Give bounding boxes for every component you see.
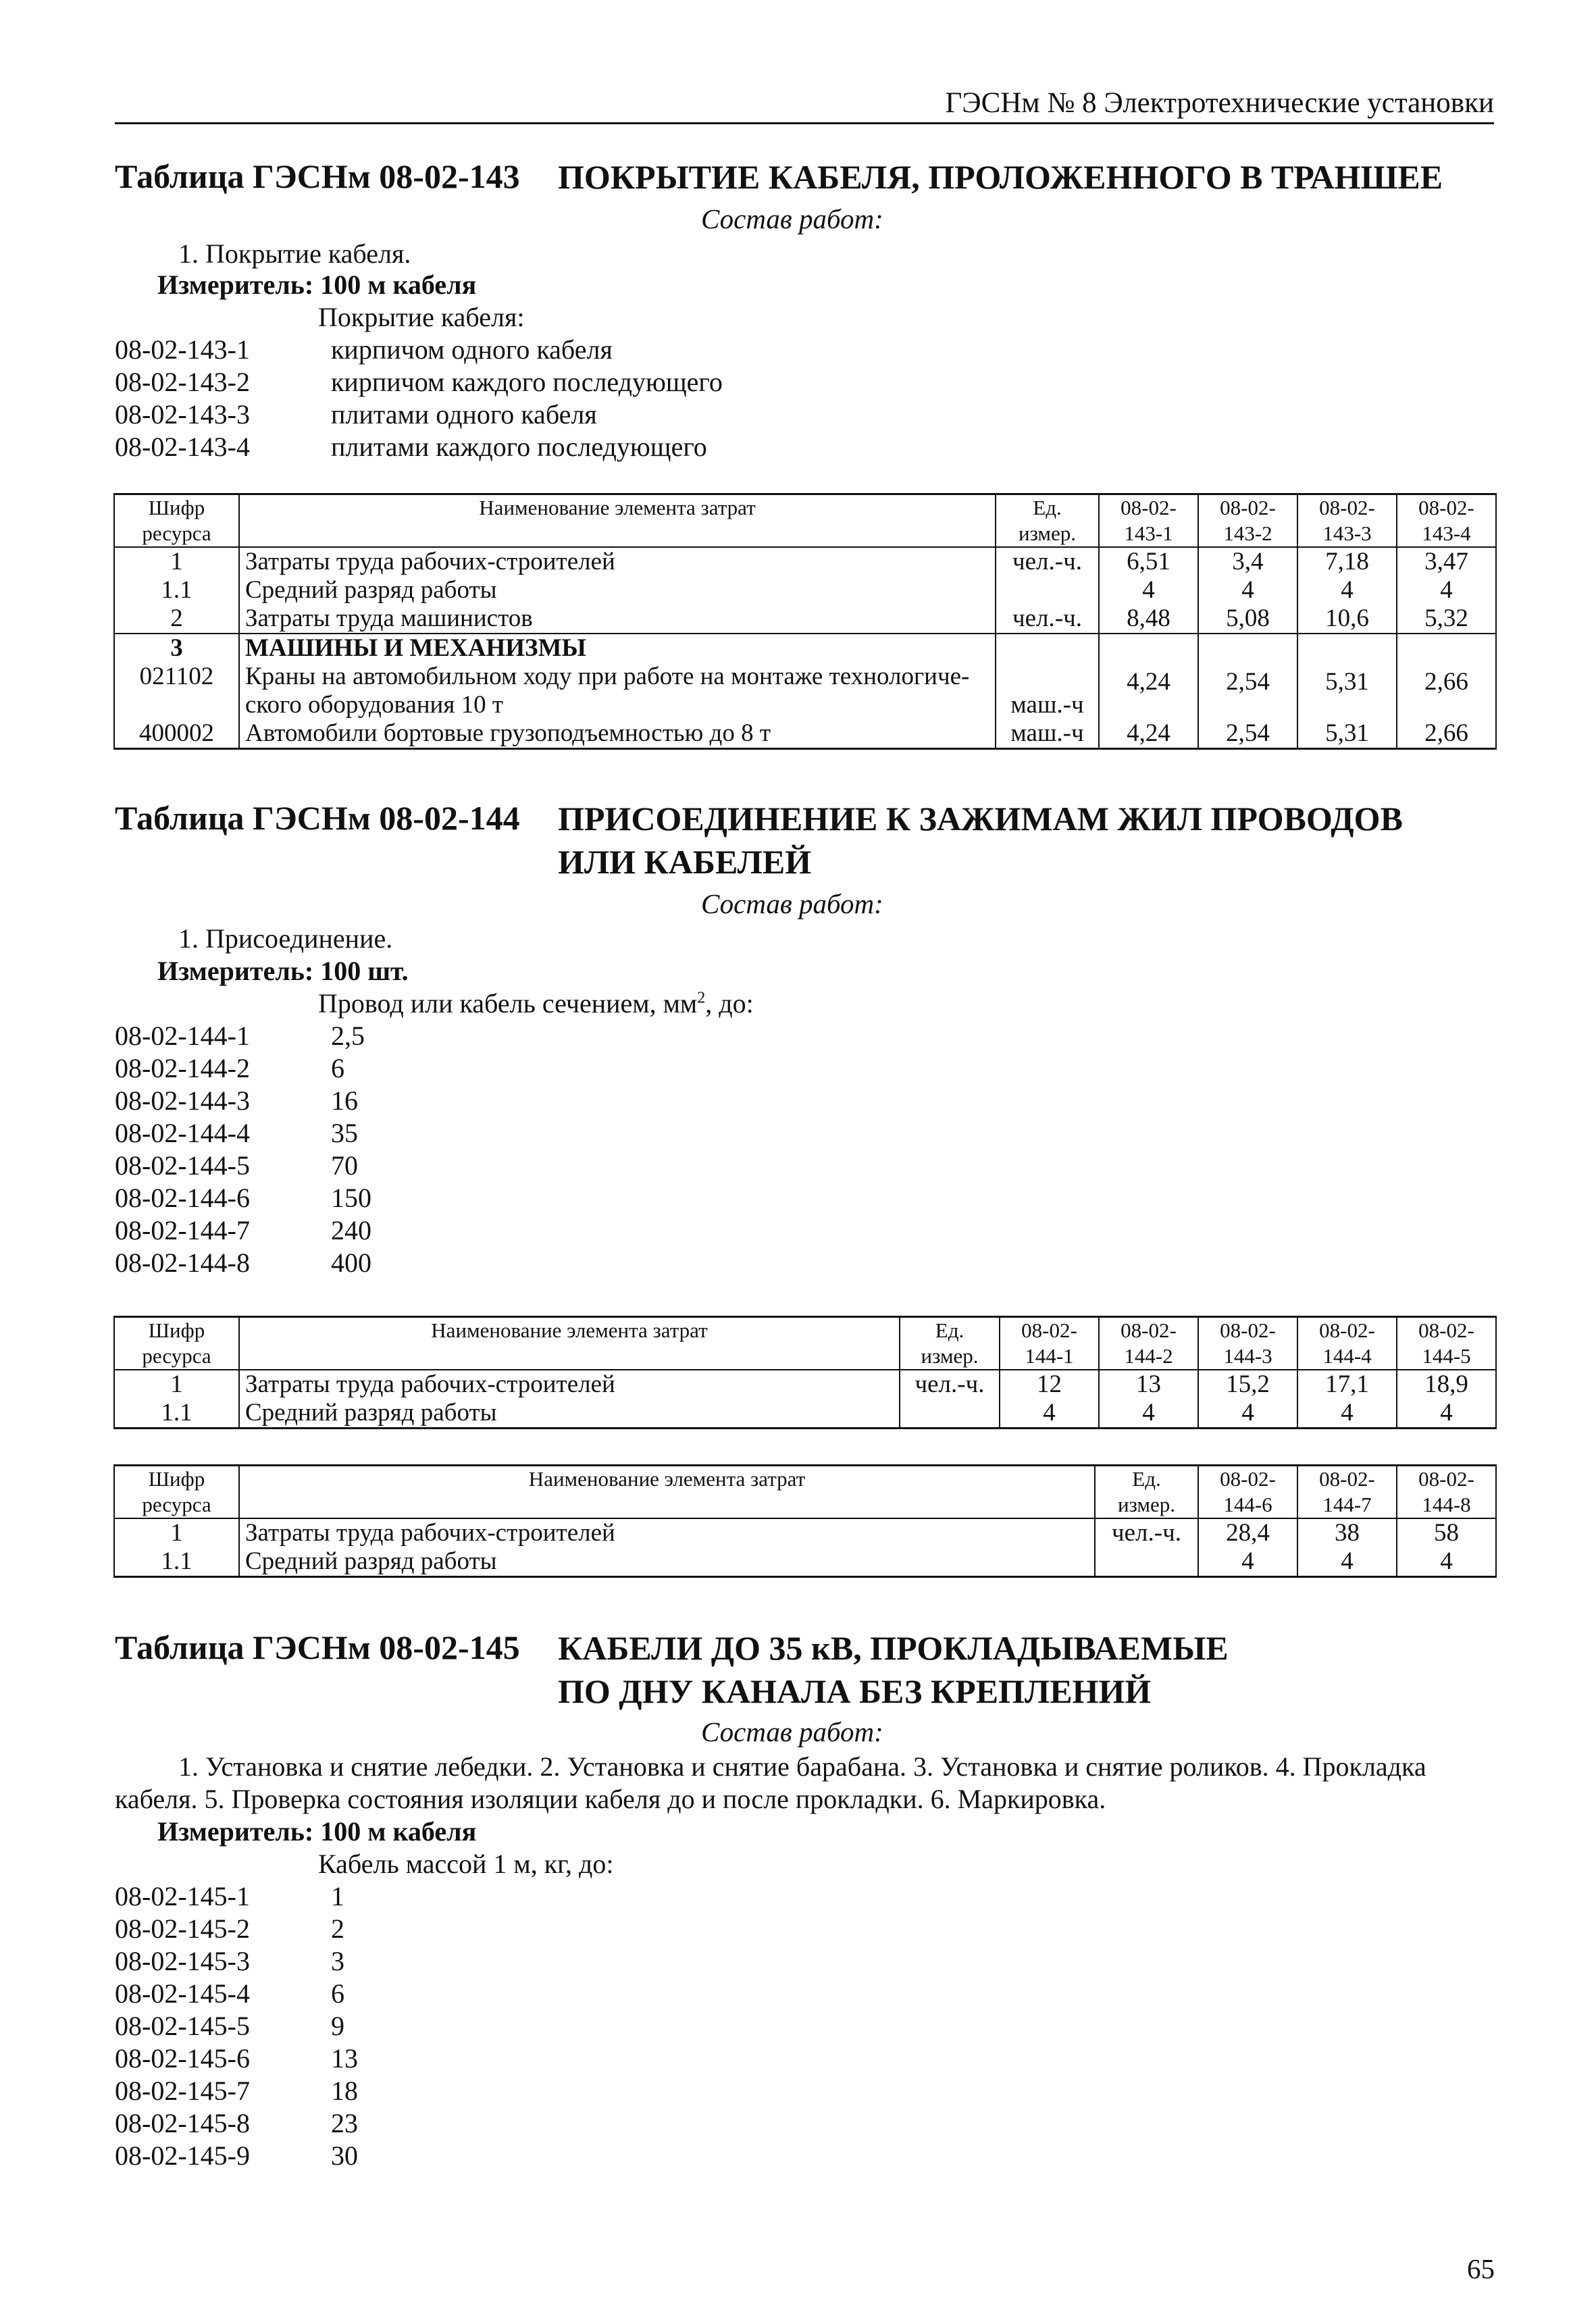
header-code: Шифр ресурса [114,494,239,548]
code-text: кирпичом каждого последующего [331,367,723,397]
cell-name: Затраты труда рабочих-строителей [239,547,996,576]
table-row [114,605,1496,634]
code: 08-02-144-1 [115,1021,250,1051]
table-143-title [558,155,1443,199]
header-col: 08-02-143-1 [1099,494,1198,548]
code-row [115,334,723,366]
code-text: 400 [331,1248,371,1278]
cell-value: 6,51 [1099,547,1198,576]
cell-value: 17,1 [1297,1370,1397,1399]
cell-code: 1.1 [114,1399,239,1429]
table-145-intro: Кабель массой 1 м, кг, до: [318,1849,614,1879]
code-text: 70 [331,1150,358,1181]
cell-value: 4 [1297,1547,1397,1577]
table-145-sostav: Состав работ: [701,1716,883,1747]
header-col: 08-02-144-6 [1198,1466,1297,1519]
cell-value: 4 [1000,1399,1099,1429]
intro-text: Провод или кабель сечением, мм [318,988,698,1019]
header-col: 08-02-144-8 [1397,1466,1496,1519]
cell-unit: чел.-ч. [900,1370,1000,1399]
cell-name: Краны на автомобильном ходу при работе на монтаже технологиче-ского оборудования 10 т [239,663,996,719]
cell-name: Средний разряд работы [239,1399,900,1429]
cell-value: 2,54 [1198,719,1297,749]
code: 08-02-145-1 [115,1881,250,1911]
cell-unit: маш.-ч [996,719,1099,749]
table-145-codes [115,1880,358,2172]
cell-value: 2,54 [1198,663,1297,719]
table-144-intro [318,987,754,1019]
code-text: 2 [331,1913,344,1944]
cell-value: 2,66 [1397,719,1496,749]
table-143-grid [113,493,1497,750]
cell-value [1198,634,1297,663]
code-row [115,2042,358,2075]
cell-unit: чел.-ч. [996,605,1099,634]
intro-superscript: 2 [697,989,706,1007]
cell-value: 5,31 [1297,719,1397,749]
header-name: Наименование элемента затрат [239,1317,900,1370]
code-row [115,1117,371,1150]
cell-value: 38 [1297,1518,1397,1547]
code: 08-02-143-2 [115,367,250,397]
cell-value: 4 [1099,576,1198,605]
code-row [115,1913,358,1945]
table-144-codes [115,1020,371,1279]
cell-value: 4 [1397,1399,1496,1429]
code: 08-02-143-4 [115,432,250,462]
cell-value: 4 [1297,576,1397,605]
cell-unit: чел.-ч. [1095,1518,1198,1547]
code: 08-02-143-1 [115,334,250,365]
table-row [114,634,1496,663]
cell-name: МАШИНЫ И МЕХАНИЗМЫ [239,634,996,663]
cell-value [1297,634,1397,663]
header-col: 08-02-144-2 [1099,1317,1198,1370]
code: 08-02-145-6 [115,2043,250,2074]
cell-value: 15,2 [1198,1370,1297,1399]
code-row [115,2140,358,2172]
cell-code: 021102 [114,663,239,719]
cell-value: 5,31 [1297,663,1397,719]
header-col: 08-02-143-2 [1198,494,1297,548]
cell-unit: маш.-ч [996,663,1099,719]
code: 08-02-144-8 [115,1248,250,1278]
code-text: кирпичом одного кабеля [331,334,613,365]
cell-value: 3,47 [1397,547,1496,576]
cell-unit: чел.-ч. [996,547,1099,576]
code-row [115,2107,358,2140]
cell-value: 4 [1297,1399,1397,1429]
table-144-label: Таблица ГЭСНм 08-02-144 [115,799,520,837]
table-143-title-line: ПОКРЫТИЕ КАБЕЛЯ, ПРОЛОЖЕННОГО В ТРАНШЕЕ [558,158,1443,196]
cell-value: 2,66 [1397,663,1496,719]
table-row [114,576,1496,605]
cell-value: 4 [1397,1547,1496,1577]
table-144-grid-a [113,1316,1497,1429]
table-144-title [558,797,1403,883]
cell-value: 18,9 [1397,1370,1496,1399]
cell-unit [1095,1547,1198,1577]
cell-unit [996,576,1099,605]
table-143-meter: Измеритель: 100 м кабеля [157,269,477,300]
table-row [114,663,1496,719]
cell-value: 7,18 [1297,547,1397,576]
cell-name: Средний разряд работы [239,1547,1095,1577]
table-143-sostav: Состав работ: [701,203,883,234]
cell-value: 4 [1397,576,1496,605]
code: 08-02-144-2 [115,1053,250,1083]
cell-value [1397,634,1496,663]
cell-unit [996,634,1099,663]
table-header-row [114,1466,1496,1519]
code: 08-02-145-9 [115,2140,250,2171]
header-unit: Ед. измер. [900,1317,1000,1370]
cell-name: Автомобили бортовые грузоподъемностью до 8 т [239,719,996,749]
cell-value: 58 [1397,1518,1496,1547]
code: 08-02-145-4 [115,1978,250,2009]
code-row [115,366,723,398]
cell-value: 4 [1198,1399,1297,1429]
code-text: 3 [331,1946,344,1976]
cell-code: 1.1 [114,1547,239,1577]
header-name: Наименование элемента затрат [239,1466,1095,1519]
cell-value: 28,4 [1198,1518,1297,1547]
cell-value: 5,32 [1397,605,1496,634]
cell-name: Средний разряд работы [239,576,996,605]
code-row [115,1052,371,1085]
cell-name: Затраты труда рабочих-строителей [239,1370,900,1399]
code-text: 9 [331,2011,344,2041]
code-row [115,2075,358,2107]
cell-code: 1.1 [114,576,239,605]
cell-code: 1 [114,547,239,576]
code-row [115,1150,371,1182]
table-145-title-line: ПО ДНУ КАНАЛА БЕЗ КРЕПЛЕНИЙ [558,1672,1152,1710]
code: 08-02-145-7 [115,2076,250,2106]
table-row [114,1518,1496,1547]
table-144-title-line: ПРИСОЕДИНЕНИЕ К ЗАЖИМАМ ЖИЛ ПРОВОДОВ [558,800,1403,838]
cell-code: 400002 [114,719,239,749]
code-text: 150 [331,1183,371,1213]
cell-value: 4,24 [1099,719,1198,749]
header-unit: Ед. измер. [996,494,1099,548]
header-name: Наименование элемента затрат [239,494,996,548]
cell-value: 3,4 [1198,547,1297,576]
code: 08-02-144-7 [115,1215,250,1245]
code-row [115,1085,371,1117]
header-col: 08-02-144-3 [1198,1317,1297,1370]
page-number: 65 [1467,2253,1495,2284]
cell-value: 4 [1099,1399,1198,1429]
cell-value: 4 [1198,1547,1297,1577]
code-row [115,398,723,431]
table-header-row [114,1317,1496,1370]
code: 08-02-144-5 [115,1150,250,1181]
table-row [114,1370,1496,1399]
code-text: 35 [331,1118,358,1148]
table-row [114,1547,1496,1577]
code-text: плитами каждого последующего [331,432,707,462]
table-row [114,719,1496,749]
code-text: 1 [331,1881,344,1911]
header-col: 08-02-144-5 [1397,1317,1496,1370]
cell-code: 3 [114,634,239,663]
header-col: 08-02-143-3 [1297,494,1397,548]
running-header: ГЭСНм № 8 Электротехнические установки [115,86,1494,124]
code: 08-02-145-5 [115,2011,250,2041]
cell-unit [900,1399,1000,1429]
table-144-sostav: Состав работ: [701,888,883,919]
code-row [115,1182,371,1214]
code-text: 30 [331,2140,358,2171]
code: 08-02-145-2 [115,1913,250,1944]
code: 08-02-145-3 [115,1946,250,1976]
header-col: 08-02-144-4 [1297,1317,1397,1370]
table-row [114,547,1496,576]
table-145-meter: Измеритель: 100 м кабеля [157,1816,477,1847]
table-143-works: 1. Покрытие кабеля. [178,238,411,269]
cell-value: 5,08 [1198,605,1297,634]
code-row [115,1945,358,1978]
code-row [115,2010,358,2042]
table-145-works-line2: кабеля. 5. Проверка состояния изоляции кабеля до и после прокладки. 6. Маркировка. [115,1784,1106,1814]
cell-name: Затраты труда машинистов [239,605,996,634]
code-row [115,1880,358,1913]
code-row [115,1247,371,1279]
code-text: 240 [331,1215,371,1245]
table-145-label: Таблица ГЭСНм 08-02-145 [115,1628,520,1666]
code-row [115,1978,358,2010]
table-145-title [558,1626,1229,1713]
table-144-title-line: ИЛИ КАБЕЛЕЙ [558,843,812,881]
header-col: 08-02-144-7 [1297,1466,1397,1519]
header-code: Шифр ресурса [114,1317,239,1370]
header-col: 08-02-144-1 [1000,1317,1099,1370]
cell-name: Затраты труда рабочих-строителей [239,1518,1095,1547]
code-text: 16 [331,1085,358,1116]
table-header-row [114,494,1496,548]
header-unit: Ед. измер. [1095,1466,1198,1519]
cell-code: 1 [114,1518,239,1547]
table-145-works-line1: 1. Установка и снятие лебедки. 2. Установка и снятие барабана. 3. Установка и снятие роликов. 4. Прокладка [178,1751,1426,1782]
code: 08-02-144-3 [115,1085,250,1116]
code-row [115,431,723,463]
cell-code: 2 [114,605,239,634]
table-145-title-line: КАБЕЛИ ДО 35 кВ, ПРОКЛАДЫВАЕМЫЕ [558,1629,1229,1667]
code: 08-02-143-3 [115,399,250,430]
code-text: 6 [331,1978,344,2009]
code-text: 13 [331,2043,358,2074]
code-text: 2,5 [331,1021,365,1051]
cell-value: 8,48 [1099,605,1198,634]
code-row [115,1214,371,1247]
code: 08-02-144-4 [115,1118,250,1148]
code-text: 18 [331,2076,358,2106]
table-row [114,1399,1496,1429]
cell-value: 4 [1198,576,1297,605]
cell-value: 12 [1000,1370,1099,1399]
cell-value: 13 [1099,1370,1198,1399]
table-144-meter: Измеритель: 100 шт. [157,956,409,986]
table-143-codes [115,334,723,463]
cell-code: 1 [114,1370,239,1399]
code-row [115,1020,371,1052]
code-text: плитами одного кабеля [331,399,597,430]
table-144-grid-b [113,1464,1497,1578]
header-code: Шифр ресурса [114,1466,239,1519]
intro-text-end: , до: [705,988,754,1019]
table-144-works: 1. Присоединение. [178,923,393,954]
cell-value: 4,24 [1099,663,1198,719]
code: 08-02-145-8 [115,2108,250,2138]
table-143-label: Таблица ГЭСНм 08-02-143 [115,157,520,195]
header-col: 08-02-143-4 [1397,494,1496,548]
code: 08-02-144-6 [115,1183,250,1213]
code-text: 23 [331,2108,358,2138]
code-text: 6 [331,1053,344,1083]
table-143-intro: Покрытие кабеля: [318,302,525,332]
cell-value: 10,6 [1297,605,1397,634]
cell-value [1099,634,1198,663]
